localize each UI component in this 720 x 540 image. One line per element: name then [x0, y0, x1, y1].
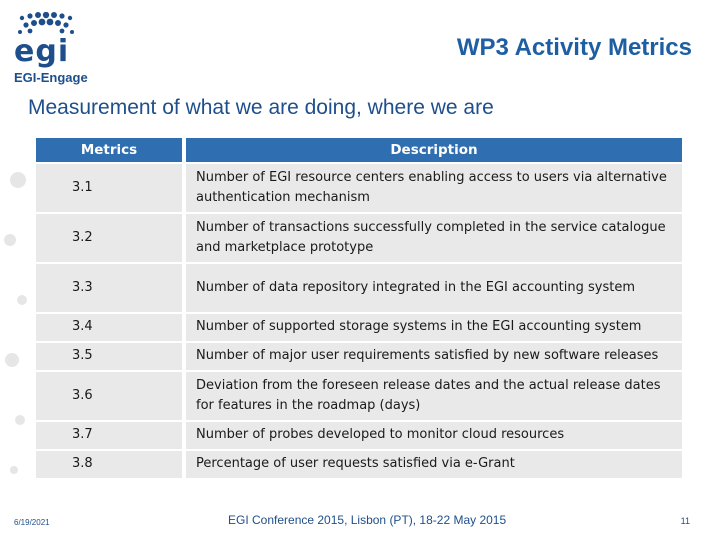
metric-id: 3.1: [36, 164, 186, 212]
metric-description: Number of probes developed to monitor cloud resources: [186, 422, 682, 449]
table-row: [36, 451, 682, 478]
slide-subtitle: Measurement of what we are doing, where we are: [28, 96, 494, 119]
metrics-table: [36, 136, 682, 480]
metric-id: 3.3: [36, 264, 186, 312]
metric-id: 3.4: [36, 314, 186, 341]
metric-description: Deviation from the foreseen release dates and the actual release dates for features in the roadmap (days): [186, 372, 682, 420]
table-row: [36, 343, 682, 370]
table-row: [36, 164, 682, 212]
logo-subtitle: EGI-Engage: [14, 70, 88, 85]
slide-title: WP3 Activity Metrics: [456, 34, 692, 61]
table-row: [36, 314, 682, 341]
column-header-description: Description: [186, 138, 682, 162]
table-header-row: [36, 138, 682, 162]
logo-wordmark: egi: [14, 34, 70, 69]
metric-id: 3.6: [36, 372, 186, 420]
metric-id: 3.7: [36, 422, 186, 449]
table-row: [36, 214, 682, 262]
metric-id: 3.8: [36, 451, 186, 478]
metric-id: 3.5: [36, 343, 186, 370]
metric-description: Number of transactions successfully completed in the service catalogue and marketplace prototype: [186, 214, 682, 262]
metric-description: Percentage of user requests satisfied via e-Grant: [186, 451, 682, 478]
metric-description: Number of data repository integrated in the EGI accounting system: [186, 264, 682, 312]
metric-description: Number of major user requirements satisfied by new software releases: [186, 343, 682, 370]
table-row: [36, 422, 682, 449]
table-row: [36, 264, 682, 312]
column-header-metrics: Metrics: [36, 138, 186, 162]
metric-id: 3.2: [36, 214, 186, 262]
metric-description: Number of EGI resource centers enabling access to users via alternative authentication mechanism: [186, 164, 682, 212]
footer-date: 6/19/2021: [14, 518, 50, 527]
metric-description: Number of supported storage systems in the EGI accounting system: [186, 314, 682, 341]
footer-conference: EGI Conference 2015, Lisbon (PT), 18-22 May 2015: [228, 513, 507, 527]
table-row: [36, 372, 682, 420]
page-number: 11: [680, 516, 690, 526]
